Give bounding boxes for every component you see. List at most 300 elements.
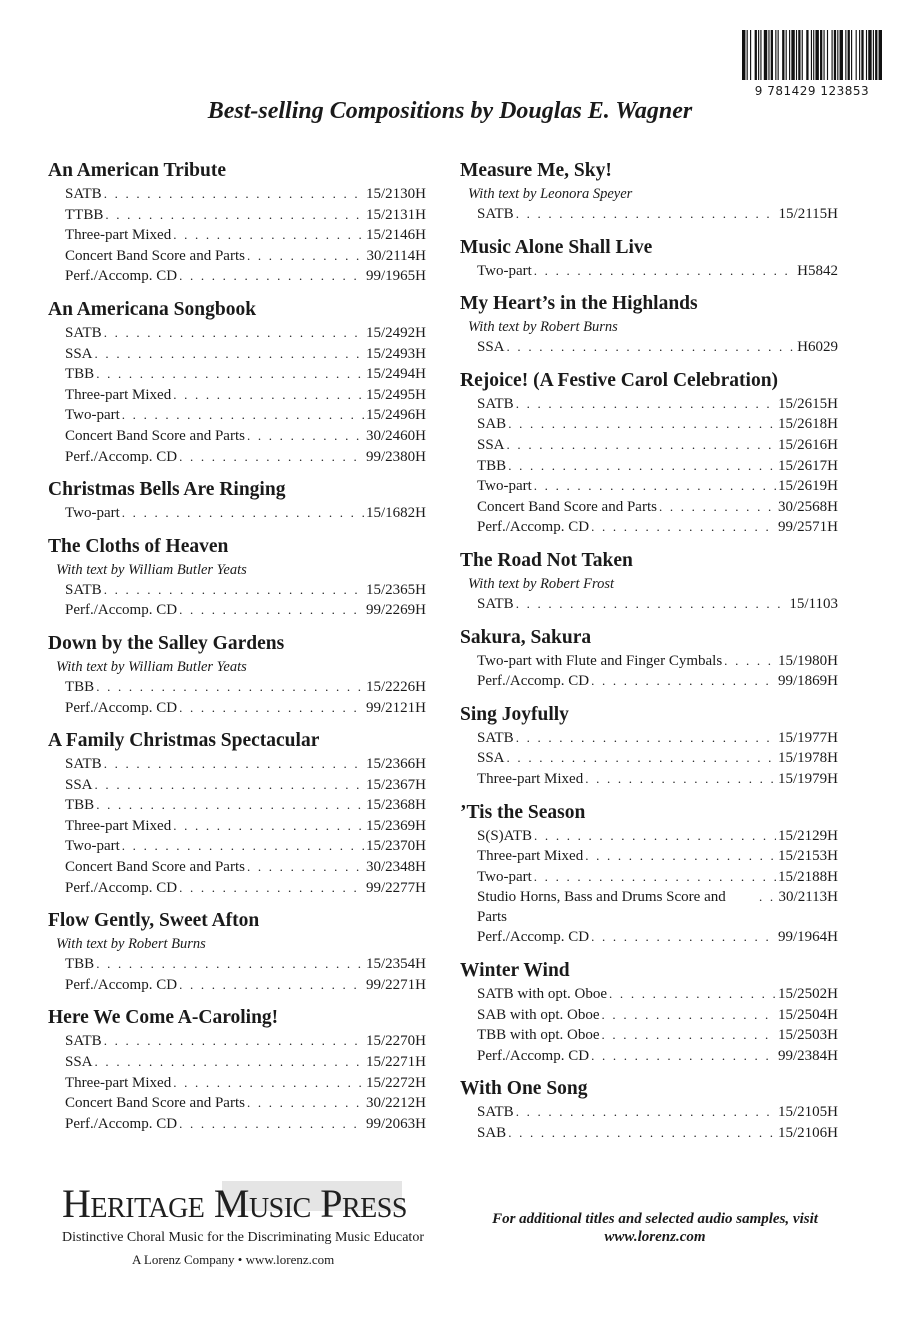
barcode-bar [823, 30, 824, 80]
catalog-section [48, 728, 426, 898]
entry-voicing: Three-part Mixed [65, 817, 172, 834]
entry-voicing: SSA [477, 339, 505, 356]
publisher-tagline: Distinctive Choral Music for the Discriminating Music Educator [62, 1230, 424, 1245]
entry-catalog-number: 15/1682H [366, 505, 426, 522]
section-title: Music Alone Shall Live [460, 236, 653, 258]
barcode-bar [806, 30, 808, 80]
section-title: Flow Gently, Sweet Afton [48, 910, 260, 932]
dot-leader [104, 323, 364, 343]
barcode-bar [834, 30, 836, 80]
barcode-bar [840, 30, 843, 80]
catalog-entry [48, 225, 426, 246]
dot-leader [247, 246, 365, 266]
catalog-entry [460, 1005, 838, 1026]
entry-voicing: TBB [65, 797, 95, 814]
entry-catalog-number: 15/2502H [778, 986, 838, 1003]
entry-catalog-number: 15/2503H [778, 1027, 838, 1044]
dot-leader [602, 1005, 776, 1025]
entry-voicing: Two-part [65, 407, 120, 424]
section-title: The Road Not Taken [460, 549, 633, 571]
dot-leader [534, 261, 795, 281]
entry-voicing: Perf./Accomp. CD [477, 1047, 590, 1064]
catalog-entry [460, 867, 838, 888]
dot-leader [516, 728, 776, 748]
dot-leader [507, 435, 776, 455]
entry-voicing: Studio Horns, Bass and Drums Score and Parts [477, 889, 726, 925]
entry-voicing: SATB [65, 756, 102, 773]
section-subtitle: With text by William Butler Yeats [56, 561, 247, 578]
barcode-bar [791, 30, 794, 80]
barcode-bar [859, 30, 860, 80]
entry-catalog-number: 15/2272H [366, 1074, 426, 1091]
barcode-bar [747, 30, 748, 80]
dot-leader [105, 205, 364, 225]
catalog-entry [48, 975, 426, 996]
entry-voicing: Concert Band Score and Parts [477, 498, 657, 515]
entry-voicing: Perf./Accomp. CD [65, 1115, 178, 1132]
dot-leader [534, 867, 776, 887]
entry-catalog-number: 15/2130H [366, 186, 426, 202]
dot-leader [173, 225, 364, 245]
dot-leader [659, 497, 776, 517]
publisher-name: Heritage Music Press [62, 1181, 407, 1226]
entry-voicing: Perf./Accomp. CD [65, 699, 178, 716]
catalog-entry [460, 748, 838, 769]
catalog-entry [48, 698, 426, 719]
dot-leader [516, 1102, 776, 1122]
dot-leader [591, 517, 776, 537]
entry-voicing: Perf./Accomp. CD [477, 673, 590, 690]
barcode-bar [866, 30, 867, 80]
barcode-bar [775, 30, 776, 80]
catalog-section [460, 625, 838, 692]
catalog-entry [460, 927, 838, 948]
entry-voicing: Two-part with Flute and Finger Cymbals [477, 652, 723, 669]
barcode-number: 9 781429 123853 [754, 84, 870, 98]
right-column [460, 158, 838, 1154]
footer-note: For additional titles and selected audio samples, visit www.lorenz.com [492, 1211, 818, 1245]
barcode-bar [764, 30, 767, 80]
dot-leader [759, 887, 777, 907]
entry-catalog-number: 15/2354H [366, 956, 426, 973]
catalog-entry [460, 1025, 838, 1046]
catalog-entry [48, 1031, 426, 1052]
dot-leader [591, 671, 776, 691]
catalog-entry [460, 261, 838, 282]
entry-voicing: SAB with opt. Oboe [477, 1006, 600, 1023]
entry-voicing: SATB [65, 1033, 102, 1050]
entry-catalog-number: 99/2063H [366, 1115, 426, 1132]
section-subtitle: With text by Robert Burns [468, 319, 618, 336]
section-title: Rejoice! (A Festive Carol Celebration) [460, 369, 779, 391]
barcode-bar [832, 30, 833, 80]
catalog-entry [460, 497, 838, 518]
entry-catalog-number: 30/2460H [366, 427, 426, 444]
dot-leader [247, 426, 364, 446]
dot-leader [609, 984, 776, 1004]
entry-catalog-number: 15/2131H [366, 206, 426, 223]
barcode-bars [740, 30, 884, 84]
catalog-entry [460, 826, 838, 847]
entry-catalog-number: 15/2153H [778, 848, 838, 865]
entry-voicing: SATB [65, 186, 102, 202]
barcode-bar [856, 30, 857, 80]
entry-voicing: Two-part [477, 262, 532, 279]
catalog-section [460, 158, 838, 225]
dot-leader [508, 456, 776, 476]
section-title: An American Tribute [48, 160, 227, 181]
dot-leader [179, 266, 364, 286]
catalog-entry [460, 435, 838, 456]
catalog-section [460, 800, 838, 949]
dot-leader [179, 1114, 364, 1134]
barcode-bar [861, 30, 863, 80]
dot-leader [122, 405, 364, 425]
catalog-entry [460, 769, 838, 790]
entry-voicing: S(S)ATB [477, 827, 533, 844]
catalog-entry [460, 456, 838, 477]
barcode-bar [760, 30, 761, 80]
entry-voicing: SSA [65, 776, 93, 793]
catalog-entry [460, 204, 838, 225]
entry-catalog-number: 15/2106H [778, 1125, 838, 1142]
entry-catalog-number: 99/2269H [366, 602, 426, 619]
entry-voicing: SATB [65, 324, 102, 341]
catalog-entry [460, 594, 838, 615]
catalog-section [460, 291, 838, 358]
entry-catalog-number: 99/2271H [366, 976, 426, 993]
dot-leader [507, 337, 796, 357]
dot-leader [179, 447, 364, 467]
entry-catalog-number: 15/2494H [366, 366, 426, 383]
catalog-entry [48, 857, 426, 878]
dot-leader [585, 769, 776, 789]
catalog-entry [48, 364, 426, 385]
catalog-entry [48, 405, 426, 426]
dot-leader [179, 878, 364, 898]
catalog-section [460, 368, 838, 538]
section-subtitle: With text by William Butler Yeats [56, 658, 247, 675]
entry-catalog-number: 15/2270H [366, 1033, 426, 1050]
catalog-entry [48, 503, 426, 524]
catalog-entry [48, 775, 426, 796]
catalog-entry [460, 414, 838, 435]
catalog-entry [460, 517, 838, 538]
barcode-bar [851, 30, 852, 80]
section-title: Down by the Salley Gardens [48, 632, 285, 654]
dot-leader [122, 836, 364, 856]
entry-catalog-number: 15/1977H [778, 729, 838, 746]
dot-leader [104, 754, 364, 774]
catalog-section [460, 548, 838, 615]
catalog-section [48, 631, 426, 718]
catalog-section [48, 534, 426, 621]
section-subtitle: With text by Leonora Speyer [468, 186, 633, 202]
catalog-entry [48, 1114, 426, 1135]
catalog-entry [48, 816, 426, 837]
publisher-logo [62, 1183, 442, 1269]
entry-catalog-number: 99/1869H [778, 673, 838, 690]
entry-voicing: Perf./Accomp. CD [65, 879, 178, 896]
entry-voicing: Concert Band Score and Parts [65, 1095, 245, 1112]
entry-voicing: Three-part Mixed [65, 227, 172, 244]
entry-voicing: TBB [65, 678, 95, 695]
dot-leader [516, 204, 777, 224]
section-title: Winter Wind [460, 960, 570, 982]
catalog-section [460, 702, 838, 790]
entry-voicing: SATB [477, 1104, 514, 1121]
entry-catalog-number: 15/2369H [366, 817, 426, 834]
entry-catalog-number: 15/2367H [366, 776, 426, 793]
entry-catalog-number: 99/2380H [366, 448, 426, 465]
dot-leader [534, 826, 776, 846]
entry-catalog-number: 15/2368H [366, 797, 426, 814]
catalog-section [48, 908, 426, 995]
catalog-entry [48, 1052, 426, 1073]
section-title: My Heart’s in the Highlands [460, 293, 698, 315]
entry-catalog-number: 15/2495H [366, 386, 426, 403]
barcode-bar [755, 30, 757, 80]
barcode-bar [837, 30, 838, 80]
entry-voicing: SATB [477, 595, 514, 612]
entry-voicing: Three-part Mixed [477, 848, 584, 865]
catalog-entry [48, 385, 426, 406]
dot-leader [516, 394, 776, 414]
barcode-bar [802, 30, 803, 80]
catalog-section [460, 1076, 838, 1143]
barcode-bar [873, 30, 874, 80]
catalog-entry [460, 476, 838, 497]
entry-catalog-number: 15/1979H [778, 770, 838, 787]
catalog-entry [48, 246, 426, 267]
entry-catalog-number: 15/2617H [778, 457, 838, 474]
barcode-bar [796, 30, 797, 80]
entry-voicing: Three-part Mixed [65, 386, 172, 403]
entry-catalog-number: 15/2365H [366, 581, 426, 598]
entry-catalog-number: 15/2504H [778, 1006, 838, 1023]
entry-voicing: TBB [65, 366, 95, 383]
catalog-entry [48, 184, 426, 205]
catalog-section [48, 1005, 426, 1134]
dot-leader [104, 580, 364, 600]
section-subtitle: With text by Robert Frost [468, 575, 615, 592]
catalog-entry [460, 651, 838, 672]
entry-voicing: Perf./Accomp. CD [65, 268, 178, 285]
barcode-bar [798, 30, 800, 80]
entry-voicing: Two-part [65, 838, 120, 855]
entry-catalog-number: 99/2571H [778, 519, 838, 536]
entry-catalog-number: 99/1965H [366, 268, 426, 285]
catalog-entry [460, 1123, 838, 1144]
entry-catalog-number: 30/2113H [778, 889, 838, 906]
dot-leader [724, 651, 776, 671]
entry-catalog-number: 15/1980H [778, 652, 838, 669]
catalog-entry [460, 337, 838, 358]
catalog-entry [48, 600, 426, 621]
entry-catalog-number: 15/2615H [778, 395, 838, 412]
entry-catalog-number: 99/2277H [366, 879, 426, 896]
entry-catalog-number: 15/2129H [778, 827, 838, 844]
entry-voicing: Two-part [65, 505, 120, 522]
entry-voicing: SSA [477, 436, 505, 453]
barcode-bar [742, 30, 745, 80]
entry-catalog-number: H5842 [797, 262, 838, 279]
barcode-bar [815, 30, 818, 80]
entry-voicing: TTBB [65, 206, 104, 223]
catalog-entry [48, 677, 426, 698]
entry-voicing: TBB [65, 956, 95, 973]
entry-catalog-number: 99/2121H [366, 699, 426, 716]
entry-voicing: Concert Band Score and Parts [65, 427, 245, 444]
catalog-entry [48, 878, 426, 899]
entry-voicing: Three-part Mixed [477, 770, 584, 787]
dot-leader [247, 857, 364, 877]
dot-leader [95, 344, 364, 364]
entry-voicing: SAB [477, 1125, 507, 1142]
entry-catalog-number: 15/2492H [366, 324, 426, 341]
dot-leader [516, 594, 788, 614]
section-title: The Cloths of Heaven [48, 535, 229, 557]
barcode-bar [786, 30, 787, 80]
section-subtitle: With text by Robert Burns [56, 936, 206, 953]
dot-leader [247, 1093, 364, 1113]
entry-voicing: SSA [477, 750, 505, 767]
entry-catalog-number: 15/2146H [366, 227, 426, 244]
barcode-bar [845, 30, 846, 80]
barcode-bar [827, 30, 828, 80]
left-column [48, 158, 426, 1144]
catalog-section [48, 297, 426, 467]
catalog-entry [48, 205, 426, 226]
dot-leader [591, 927, 776, 947]
entry-voicing: Two-part [477, 868, 532, 885]
section-title: Here We Come A-Caroling! [48, 1007, 279, 1029]
dot-leader [96, 954, 364, 974]
barcode-bar [820, 30, 822, 80]
entry-voicing: Concert Band Score and Parts [65, 859, 245, 876]
entry-voicing: Three-part Mixed [65, 1074, 172, 1091]
entry-catalog-number: 99/2384H [778, 1047, 838, 1064]
entry-voicing: SATB [65, 581, 102, 598]
entry-catalog-number: 15/2618H [778, 416, 838, 433]
barcode-bar [879, 30, 882, 80]
catalog-section [48, 477, 426, 524]
dot-leader [104, 1031, 364, 1051]
dot-leader [96, 677, 364, 697]
catalog-section [460, 235, 838, 282]
dot-leader [534, 476, 776, 496]
dot-leader [179, 698, 364, 718]
barcode-bar [789, 30, 790, 80]
publisher-company: A Lorenz Company • www.lorenz.com [132, 1252, 335, 1267]
entry-catalog-number: 15/2493H [366, 345, 426, 362]
catalog-entry [48, 1093, 426, 1114]
catalog-entry [48, 1073, 426, 1094]
dot-leader [507, 748, 776, 768]
section-title: An Americana Songbook [48, 298, 257, 320]
catalog-entry [48, 580, 426, 601]
catalog-entry [48, 266, 426, 287]
dot-leader [95, 1052, 364, 1072]
barcode-bar [768, 30, 769, 80]
entry-voicing: Two-part [477, 478, 532, 495]
entry-voicing: SAB [477, 416, 507, 433]
entry-voicing: SSA [65, 1054, 93, 1071]
entry-voicing: Perf./Accomp. CD [65, 602, 178, 619]
dot-leader [508, 1123, 776, 1143]
entry-voicing: SATB [477, 206, 514, 222]
barcode-bar [782, 30, 784, 80]
dot-leader [96, 795, 364, 815]
section-title: Measure Me, Sky! [460, 160, 612, 181]
dot-leader [602, 1025, 777, 1045]
entry-catalog-number: H6029 [797, 339, 838, 356]
catalog-section [48, 158, 426, 287]
entry-catalog-number: 15/2496H [366, 407, 426, 424]
barcode-bar [750, 30, 751, 80]
page-title: Best-selling Compositions by Douglas E. Wagner [207, 98, 693, 124]
entry-voicing: TBB [477, 457, 507, 474]
section-title: Sing Joyfully [460, 703, 569, 725]
catalog-entry [48, 323, 426, 344]
catalog-entry [48, 795, 426, 816]
barcode-bar [778, 30, 779, 80]
barcode [740, 30, 884, 100]
entry-catalog-number: 30/2114H [366, 247, 426, 264]
section-title: With One Song [460, 1078, 588, 1100]
dot-leader [96, 364, 364, 384]
entry-voicing: Perf./Accomp. CD [65, 976, 178, 993]
dot-leader [591, 1046, 776, 1066]
entry-voicing: Concert Band Score and Parts [65, 247, 245, 264]
entry-catalog-number: 15/2115H [778, 206, 838, 222]
dot-leader [173, 385, 364, 405]
dot-leader [122, 503, 364, 523]
entry-voicing: SATB [477, 395, 514, 412]
entry-voicing: Perf./Accomp. CD [65, 448, 178, 465]
dot-leader [585, 846, 776, 866]
entry-catalog-number: 15/1978H [778, 750, 838, 767]
entry-catalog-number: 15/2366H [366, 756, 426, 773]
barcode-bar [848, 30, 850, 80]
dot-leader [95, 775, 364, 795]
entry-voicing: Perf./Accomp. CD [477, 929, 590, 946]
catalog-entry [48, 954, 426, 975]
catalog-entry [48, 426, 426, 447]
barcode-bar [868, 30, 871, 80]
dot-leader [179, 975, 364, 995]
entry-voicing: TBB with opt. Oboe [477, 1027, 600, 1044]
entry-catalog-number: 15/2271H [366, 1054, 426, 1071]
catalog-entry [460, 728, 838, 749]
entry-catalog-number: 15/2226H [366, 678, 426, 695]
dot-leader [104, 184, 364, 204]
entry-catalog-number: 15/2105H [778, 1104, 838, 1121]
catalog-entry [460, 394, 838, 415]
entry-voicing: SATB [477, 729, 514, 746]
entry-catalog-number: 15/2370H [366, 838, 426, 855]
barcode-bar [771, 30, 773, 80]
catalog-entry [460, 1102, 838, 1123]
catalog-entry [460, 1046, 838, 1067]
dot-leader [173, 816, 364, 836]
entry-voicing: SATB with opt. Oboe [477, 986, 608, 1003]
dot-leader [173, 1073, 364, 1093]
barcode-bar [813, 30, 814, 80]
entry-catalog-number: 30/2212H [366, 1095, 426, 1112]
entry-catalog-number: 30/2348H [366, 859, 426, 876]
section-title: A Family Christmas Spectacular [48, 730, 320, 752]
